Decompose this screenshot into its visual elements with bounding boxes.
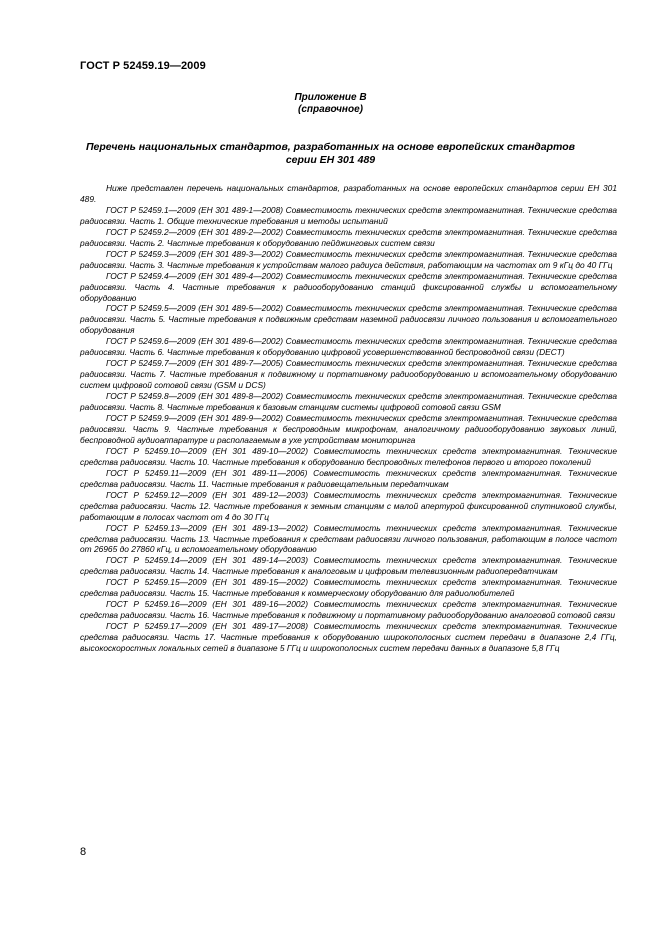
- list-item: [80, 446, 617, 468]
- list-item: [80, 271, 617, 304]
- paragraph-text: ГОСТ Р 52459.14—2009 (ЕН 301 489-14—2003) Совместимость технических средств электромагнитная. Технические средства радиосвязи. Часть 14. Частные требования к аналоговым и цифровым телевизионным радиопередатчикам: [80, 555, 617, 577]
- section-title: [0, 141, 661, 167]
- list-item: [80, 205, 617, 227]
- list-item: [80, 621, 617, 654]
- paragraph-text: ГОСТ Р 52459.10—2009 (ЕН 301 489-10—2002) Совместимость технических средств электромагнитная. Технические средства радиосвязи. Часть 10. Частные требования к оборудованию беспроводных телефонов первого и второго поколений: [80, 445, 617, 467]
- section-title-line-1: Перечень национальных стандартов, разработанных на основе европейских стандартов: [85, 141, 576, 153]
- intro-paragraph: [80, 183, 617, 205]
- list-item: [80, 468, 617, 490]
- annex-heading: [0, 92, 661, 116]
- paragraph-text: ГОСТ Р 52459.7—2009 (ЕН 301 489-7—2005) Совместимость технических средств электромагнитная. Технические средства радиосвязи. Часть 7. Частные требования к подвижному и портативному радиооборудованию и вспомогательному оборудованию систем цифровой сотовой связи (GSM и DCS): [80, 358, 617, 391]
- paragraph-text: ГОСТ Р 52459.13—2009 (ЕН 301 489-13—2002) Совместимость технических средств электромагнитная. Технические средства радиосвязи. Часть 13. Частные требования к средствам радиосвязи личного пользования, работающим в полосе частот от 26965 до 27860 кГц, и вспомогательному оборудованию: [80, 522, 617, 555]
- paragraph-text: ГОСТ Р 52459.8—2009 (ЕН 301 489-8—2002) Совместимость технических средств электромагнитная. Технические средства радиосвязи. Часть 8. Частные требования к базовым станциям системы цифровой сотовой связи GSM: [80, 391, 617, 413]
- paragraph-text: ГОСТ Р 52459.11—2009 (ЕН 301 489-11—2006) Совместимость технических средств электромагнитная. Технические средства радиосвязи. Часть 11. Частные требования к радиовещательным передатчикам: [80, 467, 617, 489]
- list-item: [80, 413, 617, 446]
- paragraph-text: ГОСТ Р 52459.16—2009 (ЕН 301 489-16—2002) Совместимость технических средств электромагнитная. Технические средства радиосвязи. Часть 16. Частные требования к подвижному и портативному радиооборудованию аналоговой сотовой связи: [80, 599, 617, 621]
- paragraph-text: ГОСТ Р 52459.15—2009 (ЕН 301 489-15—2002) Совместимость технических средств электромагнитная. Технические средства радиосвязи. Часть 15. Частные требования к коммерческому оборудованию для радиолюбителей: [80, 577, 617, 599]
- section-title-line-2: серии ЕН 301 489: [285, 154, 376, 166]
- document-header: ГОСТ Р 52459.19—2009: [80, 60, 206, 72]
- list-item: [80, 490, 617, 523]
- list-item: [80, 555, 617, 577]
- standards-list: [80, 183, 617, 654]
- list-item: [80, 336, 617, 358]
- paragraph-text: ГОСТ Р 52459.4—2009 (ЕН 301 489-4—2002) Совместимость технических средств электромагнитная. Технические средства радиосвязи. Часть 4. Частные требования к радиооборудованию станций фиксированной службы и вспомогательному оборудованию: [80, 270, 617, 303]
- paragraph-text: ГОСТ Р 52459.6—2009 (ЕН 301 489-6—2002) Совместимость технических средств электромагнитная. Технические средства радиосвязи. Часть 6. Частные требования к оборудованию цифровой усовершенствованной беспроводной связи (DECT): [80, 336, 617, 358]
- paragraph-text: ГОСТ Р 52459.1—2009 (ЕН 301 489-1—2008) Совместимость технических средств электромагнитная. Технические средства радиосвязи. Часть 1. Общие технические требования и методы испытаний: [80, 204, 617, 226]
- annex-type: (справочное): [298, 104, 363, 115]
- list-item: [80, 577, 617, 599]
- list-item: [80, 249, 617, 271]
- list-item: [80, 358, 617, 391]
- page-number: 8: [80, 846, 87, 858]
- list-item: [80, 227, 617, 249]
- paragraph-text: ГОСТ Р 52459.5—2009 (ЕН 301 489-5—2002) Совместимость технических средств электромагнитная. Технические средства радиосвязи. Часть 5. Частные требования к подвижным средствам наземной радиосвязи личного пользования и вспомогательного оборудования: [80, 303, 617, 336]
- annex-label: Приложение В: [294, 92, 367, 103]
- list-item: [80, 599, 617, 621]
- list-item: [80, 303, 617, 336]
- paragraph-text: ГОСТ Р 52459.12—2009 (ЕН 301 489-12—2003) Совместимость технических средств электромагнитная. Технические средства радиосвязи. Часть 12. Частные требования к земным станциям с малой апертурой фиксированной спутниковой службы, работающим в полосах частот от 4 до 30 ГГц: [80, 489, 617, 522]
- paragraph-text: ГОСТ Р 52459.17—2009 (ЕН 301 489-17—2008) Совместимость технических средств электромагнитная. Технические средства радиосвязи. Часть 17. Частные требования к оборудованию широкополосных систем передачи в диапазоне 2,4 ГГц, высокоскоростных локальных сетей в диапазоне 5 ГГц и широкополосных систем передачи данных в диапазоне 5,8 ГГц: [80, 621, 617, 654]
- paragraph-text: Ниже представлен перечень национальных стандартов, разработанных на основе европейских стандартов серии ЕН 301 489.: [80, 183, 617, 204]
- list-item: [80, 523, 617, 556]
- paragraph-text: ГОСТ Р 52459.2—2009 (ЕН 301 489-2—2002) Совместимость технических средств электромагнитная. Технические средства радиосвязи. Часть 2. Частные требования к оборудованию пейджинговых систем связи: [80, 226, 617, 248]
- paragraph-text: ГОСТ Р 52459.3—2009 (ЕН 301 489-3—2002) Совместимость технических средств электромагнитная. Технические средства радиосвязи. Часть 3. Частные требования к устройствам малого радиуса действия, работающим на частотах от 9 кГц до 40 ГГц: [80, 248, 617, 270]
- list-item: [80, 391, 617, 413]
- paragraph-text: ГОСТ Р 52459.9—2009 (ЕН 301 489-9—2002) Совместимость технических средств электромагнитная. Технические средства радиосвязи. Часть 9. Частные требования к беспроводным микрофонам, аналогичному радиооборудованию звуковых линий, беспроводной аудиоаппаратуре и располагаемым в ухе устройствам мониторинга: [80, 413, 617, 445]
